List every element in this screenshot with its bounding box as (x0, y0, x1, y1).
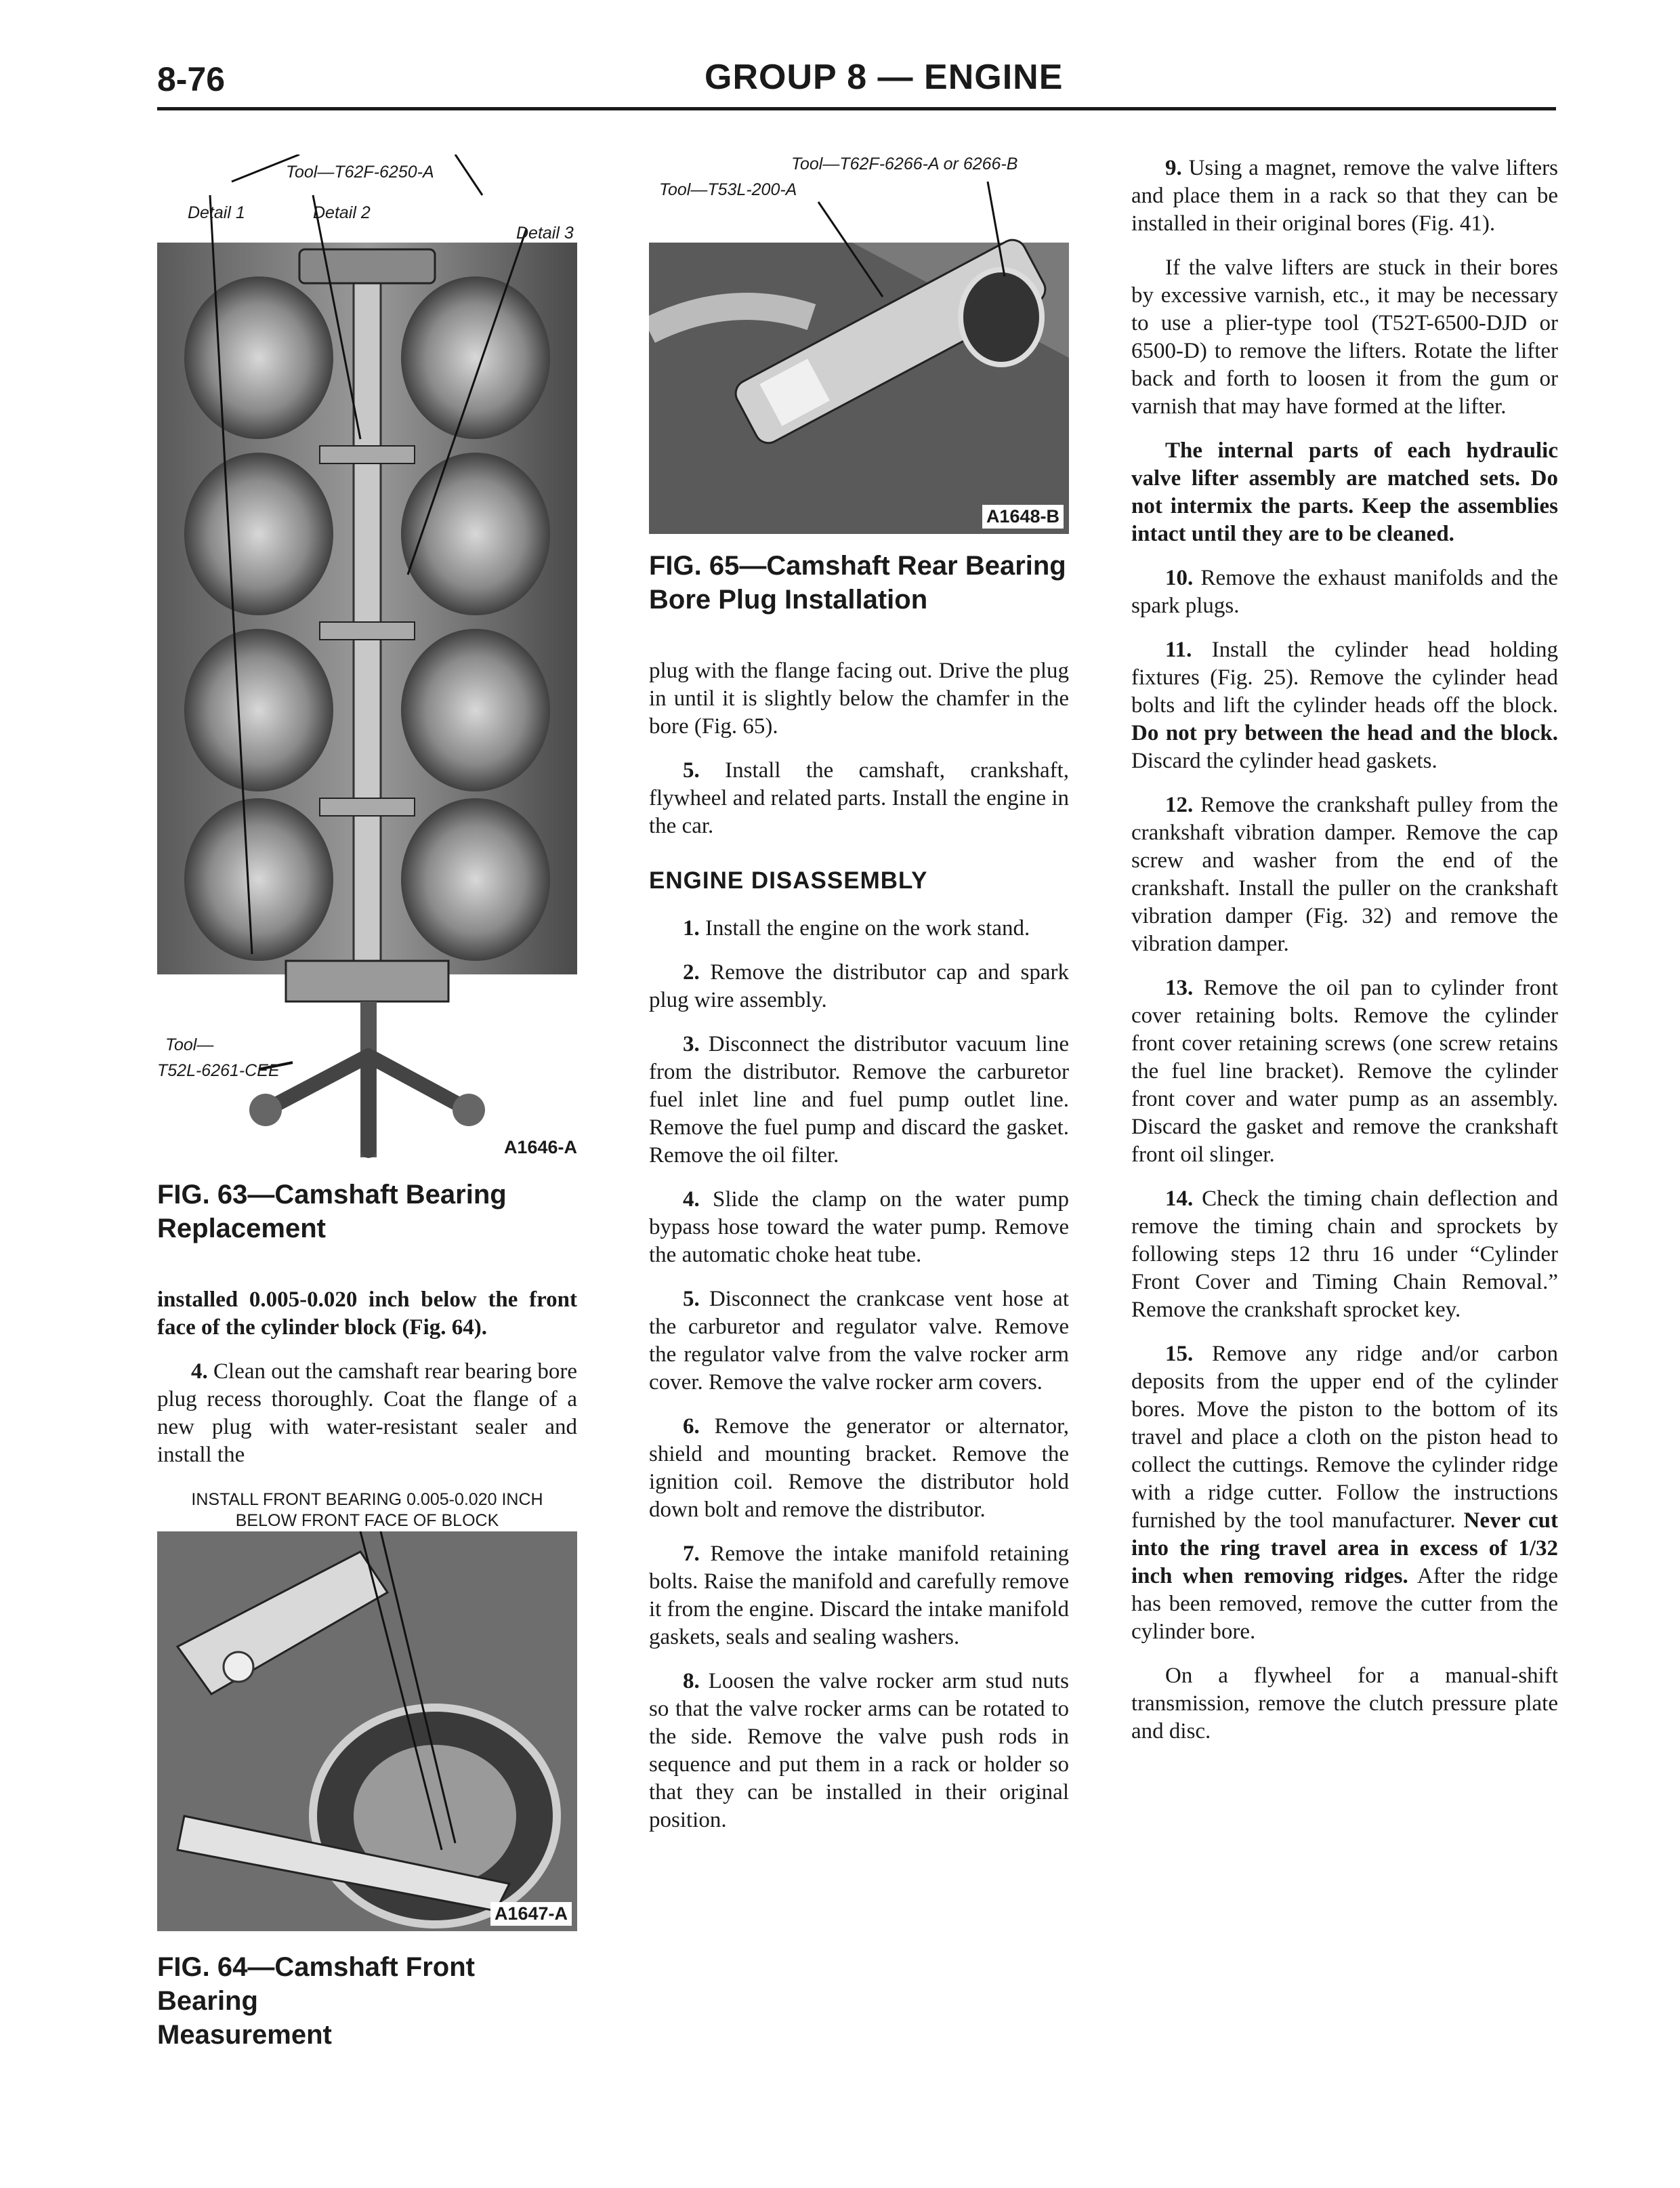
fig65-caption (649, 549, 1069, 617)
mid-step2-num: 2. (683, 960, 700, 985)
fig63-caption (157, 1178, 577, 1245)
fig64-caption-line2: Measurement (157, 2020, 332, 2050)
right-step11-text-c: Discard the cylinder head gaskets. (1131, 749, 1437, 773)
page-header (0, 0, 1680, 115)
fig65-code: A1648-B (982, 505, 1064, 529)
fig64-caption-line1: FIG. 64—Camshaft Front Bearing (157, 1952, 475, 2016)
fig63-detail2-label: Detail 2 (313, 203, 371, 222)
right-step9 (1131, 154, 1558, 238)
right-step11-num: 11. (1165, 638, 1192, 662)
right-flywheel: On a flywheel for a manual-shift transmission, remove the clutch pressure plate and disc. (1131, 1664, 1558, 1743)
right-column (1131, 154, 1558, 1762)
fig65-caption-line2: Bore Plug Installation (649, 585, 928, 615)
fig63-caption-line1: FIG. 63—Camshaft Bearing (157, 1180, 507, 1210)
left-paragraph-1 (157, 1286, 577, 1342)
right-step9-text: Using a magnet, remove the valve lifters and place them in a rack so that they can be installed in their original bores (Fig. 41). (1131, 156, 1558, 236)
header-rule (157, 107, 1556, 110)
mid-step1 (649, 915, 1069, 943)
right-step11-text-a: Install the cylinder head holding fixtures (Fig. 25). Remove the cylinder head bolts and lift the cylinder heads off the block. (1131, 638, 1559, 718)
left-step4-num: 4. (191, 1359, 208, 1384)
right-step15 (1131, 1340, 1558, 1646)
right-step11-text-b: Do not pry between the head and the block. (1131, 721, 1558, 745)
mid-step4 (649, 1186, 1069, 1269)
fig63-tool-bottom-line2: T52L-6261-CEE (157, 1061, 280, 1080)
fig64-block (157, 1489, 577, 2052)
fig63-photo (157, 154, 577, 1171)
section-heading-engine-disassembly: ENGINE DISASSEMBLY (649, 867, 928, 894)
mid-step4-text: Slide the clamp on the water pump bypass hose toward the water pump. Remove the automatic choke heat tube. (649, 1187, 1069, 1267)
right-step10-num: 10. (1165, 566, 1194, 590)
right-step15-text-b: Never cut into the ring travel area in excess of 1/32 inch when removing ridges. (1131, 1508, 1558, 1588)
mid-step3-num: 3. (683, 1032, 700, 1056)
fig64-code: A1647-A (490, 1902, 572, 1926)
right-step15-text-a: Remove any ridge and/or carbon deposits from the upper end of the cylinder bores. Move the piston to the bottom of its travel and place a cloth on the piston head to collect the cuttings. Remove the cylinder ridge with a ridge cutter. Follow the instructions furnished by the tool manufacturer. (1131, 1342, 1559, 1533)
right-stuck-lifters: If the valve lifters are stuck in their bores by excessive varnish, etc., it may be necessary to use a plier-type tool (T52T-6500-DJD or 6500-D) to remove the lifters. Rotate the lifter back and forth to loosen it from the gum or varnish that may have formed at the lifter. (1131, 255, 1558, 419)
mid-step8-num: 8. (683, 1669, 700, 1693)
right-step13-text: Remove the oil pan to cylinder front cover retaining bolts. Remove the cylinder front cover retaining screws (one screw retains the fuel line bracket). Remove the cylinder front cover and water pump as an assembly. Discard the gasket and remove the crankshaft front oil slinger. (1131, 976, 1558, 1167)
fig65-caption-line1: FIG. 65—Camshaft Rear Bearing (649, 551, 1066, 581)
fig65-photo (649, 154, 1069, 534)
mid-step3-text: Disconnect the distributor vacuum line from the distributor. Remove the carburetor fuel inlet line and fuel pump outlet line. Remove the fuel pump and discard the gasket. Remove the oil filter. (649, 1032, 1069, 1168)
right-step15-num: 15. (1165, 1342, 1194, 1366)
mid-step5 (649, 757, 1069, 840)
mid-step7-text: Remove the intake manifold retaining bolts. Raise the manifold and carefully remove it from the engine. Discard the intake manifold gaskets, seals and sealing washers. (649, 1542, 1069, 1649)
fig63-tool-bottom-line1: Tool— (165, 1035, 214, 1054)
mid-step6-text: Remove the generator or alternator, shield and mounting bracket. Remove the ignition coil. Remove the distributor hold down bolt and remove the distributor. (649, 1414, 1069, 1522)
mid-step5-text: Install the camshaft, crankshaft, flywheel and related parts. Install the engine in the car. (649, 758, 1070, 838)
fig63-caption-line2: Replacement (157, 1214, 326, 1243)
bearing-measurement-illustration (157, 1531, 577, 1931)
mid-step8 (649, 1668, 1069, 1834)
right-warning-text: The internal parts of each hydraulic valve lifter assembly are matched sets. Do not intermix the parts. Keep the assemblies intact until they are to be cleaned. (1131, 438, 1558, 546)
mid-step6-num: 6. (683, 1414, 700, 1439)
fig64-caption (157, 1950, 577, 2052)
mid-step5b-num: 5. (683, 1287, 700, 1311)
fig64-label (157, 1489, 577, 1531)
right-step15-text-c: After the ridge has been removed, remove the cutter from the cylinder bore. (1131, 1564, 1559, 1644)
page-number: 8-76 (157, 60, 226, 98)
right-step10-text: Remove the exhaust manifolds and the spark plugs. (1131, 566, 1559, 618)
fig64-label-line1: INSTALL FRONT BEARING 0.005-0.020 INCH (191, 1490, 543, 1509)
fig63-code: A1646-A (503, 1137, 577, 1157)
mid-step5-num: 5. (683, 758, 700, 783)
mid-step7-num: 7. (683, 1542, 700, 1566)
fig65-tool-b-label: Tool—T53L-200-A (659, 180, 797, 199)
engine-block-illustration (157, 154, 577, 1171)
mid-step8-text: Loosen the valve rocker arm stud nuts so that the valve rocker arms can be rotated to the side. Remove the valve push rods in sequence and put them in a rack or holder so that they can be installed in their original position. (649, 1669, 1070, 1832)
right-step12 (1131, 791, 1558, 958)
mid-step2 (649, 959, 1069, 1014)
left-p1-text: installed 0.005-0.020 inch below the front face of the cylinder block (Fig. 64). (157, 1287, 577, 1340)
right-step13-num: 13. (1165, 976, 1194, 1000)
fig64-photo (157, 1531, 577, 1931)
fig63-detail1-label: Detail 1 (188, 203, 245, 222)
mid-step5b-text: Disconnect the crankcase vent hose at the carburetor and regulator valve. Remove the regulator valve from the valve rocker arm cover. Remove the valve rocker arm covers. (649, 1287, 1069, 1395)
middle-column (649, 154, 1069, 1851)
right-step14-text: Check the timing chain deflection and remove the timing chain and sprockets by following steps 12 thru 16 under “Cylinder Front Cover and Timing Chain Removal.” Remove the crankshaft sprocket key. (1131, 1186, 1559, 1322)
group-title: GROUP 8 — ENGINE (705, 58, 1064, 97)
right-step12-text: Remove the crankshaft pulley from the crankshaft vibration damper. Remove the cap screw and washer from the end of the crankshaft. Install the puller on the crankshaft vibration damper (Fig. 32) and remove the vibration damper. (1131, 793, 1559, 956)
mid-step2-text: Remove the distributor cap and spark plug wire assembly. (649, 960, 1070, 1012)
right-step13 (1131, 974, 1558, 1169)
rear-plug-installation-illustration (649, 154, 1069, 534)
left-step4-text: Clean out the camshaft rear bearing bore plug recess thoroughly. Coat the flange of a new plug with water-resistant sealer and install the (157, 1359, 577, 1467)
right-step12-num: 12. (1165, 793, 1194, 817)
right-step9-num: 9. (1165, 156, 1182, 180)
left-column (157, 154, 577, 2092)
mid-step5b (649, 1285, 1069, 1397)
mid-step1-num: 1. (683, 916, 700, 941)
fig64-label-line2: BELOW FRONT FACE OF BLOCK (235, 1511, 499, 1530)
right-step14 (1131, 1185, 1558, 1324)
right-warning (1131, 437, 1558, 548)
mid-paragraph-1: plug with the flange facing out. Drive the plug in until it is slightly below the chamfer in the bore (Fig. 65). (649, 659, 1069, 739)
fig65-tool-a-label: Tool—T62F-6266-A or 6266-B (791, 154, 1018, 173)
fig63-detail3-label: Detail 3 (516, 224, 574, 243)
right-step11 (1131, 636, 1558, 775)
right-step10 (1131, 564, 1558, 620)
right-step14-num: 14. (1165, 1186, 1194, 1211)
left-paragraph-step4 (157, 1358, 577, 1469)
mid-step1-text: Install the engine on the work stand. (705, 916, 1030, 941)
mid-step4-num: 4. (683, 1187, 700, 1212)
mid-step6 (649, 1413, 1069, 1524)
mid-step3 (649, 1031, 1069, 1170)
fig63-tool-top-label: Tool—T62F-6250-A (286, 163, 434, 182)
mid-step7 (649, 1540, 1069, 1651)
